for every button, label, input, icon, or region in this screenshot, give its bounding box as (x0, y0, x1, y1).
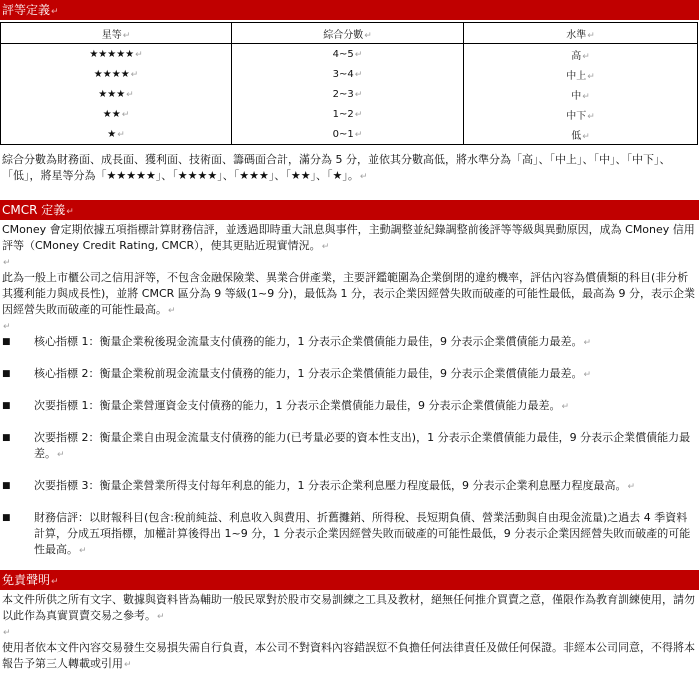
rating-table-header-row (1, 23, 698, 44)
empty-paragraph: ↵ (3, 628, 11, 638)
rating-section-title: 評等定義 (2, 3, 51, 17)
list-item: ■ 核心指標 1：衡量企業稅後現金流量支付債務的能力，1 分表示企業償債能力最佳，9 分表示企業償債能力最差。↵ (2, 335, 592, 348)
bullet-square-icon: ■ (2, 481, 11, 491)
score-cell: 4~5↵ (232, 44, 464, 65)
stars-cell: ★★↵ (1, 104, 232, 124)
list-item: ■ 財務信評：以財報科目(包含:稅前純益、利息收入與費用、折舊攤銷、所得稅、長短期負債、營業活動與自由現金流量)之過去 4 季資料計算，分成五項指標，加權計算後得出 1~9 分，1 分表示企業因經營失敗而破產的可能性最低，9 分表示企業因經營失敗而破產的可能性最高。↵ (2, 511, 691, 556)
level-cell: 低↵ (464, 124, 698, 145)
score-cell: 2~3↵ (232, 84, 464, 104)
bullet-square-icon: ■ (2, 337, 11, 347)
score-cell: 0~1↵ (232, 124, 464, 145)
table-row (1, 124, 698, 145)
cmcr-intro: CMoney 會定期依據五項指標計算財務信評，並透過即時重大訊息與事件，主動調整並紀錄調整前後評等等級與異動原因，成為 CMoney 信用評等（CMoney Credit Rating, CMCR），使其更貼近現實情況。↵ (2, 223, 695, 252)
bullet-square-icon: ■ (2, 369, 11, 379)
level-cell: 中↵ (464, 84, 698, 104)
level-cell: 中下↵ (464, 104, 698, 124)
table-row (1, 64, 698, 84)
rating-note: 綜合分數為財務面、成長面、獲利面、技術面、籌碼面合計，滿分為 5 分，並依其分數高低，將水準分為「高」、「中上」、「中」、「中下」、「低」，將星等分為「★★★★★」、「★★★★」、「★★★」、「★★」、「★」。↵ (2, 153, 671, 182)
cmcr-section-header (0, 200, 699, 220)
disclaimer-paragraph-2: 使用者依本文件內容交易發生交易損失需自行負責，本公司不對資料內容錯誤愆不負擔任何法律責任及做任何保證。非經本公司同意，不得將本報告予第三人轉載或引用↵ (2, 641, 695, 670)
table-row (1, 104, 698, 124)
cmcr-scope: 此為一般上市櫃公司之信用評等，不包含金融保險業、異業合併產業，主要評鑑範圍為企業倒閉的違約機率，評估內容為償債類的科目(非分析其獲利能力與成長性)，並將 CMCR 區分為 9 等級(1~9 分)，最低為 1 分，表示企業因經營失敗而破產的可能性最低，最高為 9 分，表示企業因經營失敗而破產的可能性最高。↵ (2, 271, 696, 316)
table-row (1, 44, 698, 65)
score-cell: 1~2↵ (232, 104, 464, 124)
bullet-square-icon: ■ (2, 513, 11, 523)
bullet-square-icon: ■ (2, 401, 11, 411)
column-header-stars: 星等↵ (1, 23, 232, 44)
list-item: ■ 核心指標 2：衡量企業稅前現金流量支付債務的能力，1 分表示企業償債能力最佳，9 分表示企業償債能力最差。↵ (2, 367, 592, 380)
paragraph-mark: ↵ (51, 7, 59, 17)
disclaimer-section-header (0, 570, 699, 590)
disclaimer-section-title: 免責聲明 (2, 573, 51, 587)
paragraph-mark: ↵ (51, 577, 59, 587)
list-item: ■ 次要指標 2：衡量企業自由現金流量支付債務的能力(已考量必要的資本性支出)，1 分表示企業償債能力最佳，9 分表示企業償債能力最差。↵ (2, 431, 691, 460)
stars-cell: ★★★↵ (1, 84, 232, 104)
disclaimer-paragraph-1: 本文件所供之所有文字、數據與資料皆為輔助一般民眾對於股市交易訓練之工具及教材，絕無任何推介買賣之意，僅限作為教育訓練使用，請勿以此作為真實買賣交易之參考。↵ (2, 593, 695, 622)
paragraph-mark: ↵ (66, 207, 74, 217)
list-item: ■ 次要指標 3：衡量企業營業所得支付每年利息的能力，1 分表示企業利息壓力程度最低，9 分表示企業利息壓力程度最高。↵ (2, 479, 636, 492)
empty-paragraph: ↵ (3, 322, 11, 332)
level-cell: 中上↵ (464, 64, 698, 84)
level-cell: 高↵ (464, 44, 698, 65)
table-row (1, 84, 698, 104)
column-header-level: 水準↵ (464, 23, 698, 44)
column-header-score: 綜合分數↵ (232, 23, 464, 44)
bullet-square-icon: ■ (2, 433, 11, 443)
rating-section-header (0, 0, 699, 20)
stars-cell: ★★★★↵ (1, 64, 232, 84)
stars-cell: ★★★★★↵ (1, 44, 232, 65)
empty-paragraph: ↵ (3, 258, 11, 268)
list-item: ■ 次要指標 1：衡量企業營運資金支付債務的能力，1 分表示企業償債能力最佳，9 分表示企業償債能力最差。↵ (2, 399, 570, 412)
rating-table (0, 22, 698, 145)
stars-cell: ★↵ (1, 124, 232, 145)
score-cell: 3~4↵ (232, 64, 464, 84)
cmcr-section-title: CMCR 定義 (2, 203, 66, 217)
